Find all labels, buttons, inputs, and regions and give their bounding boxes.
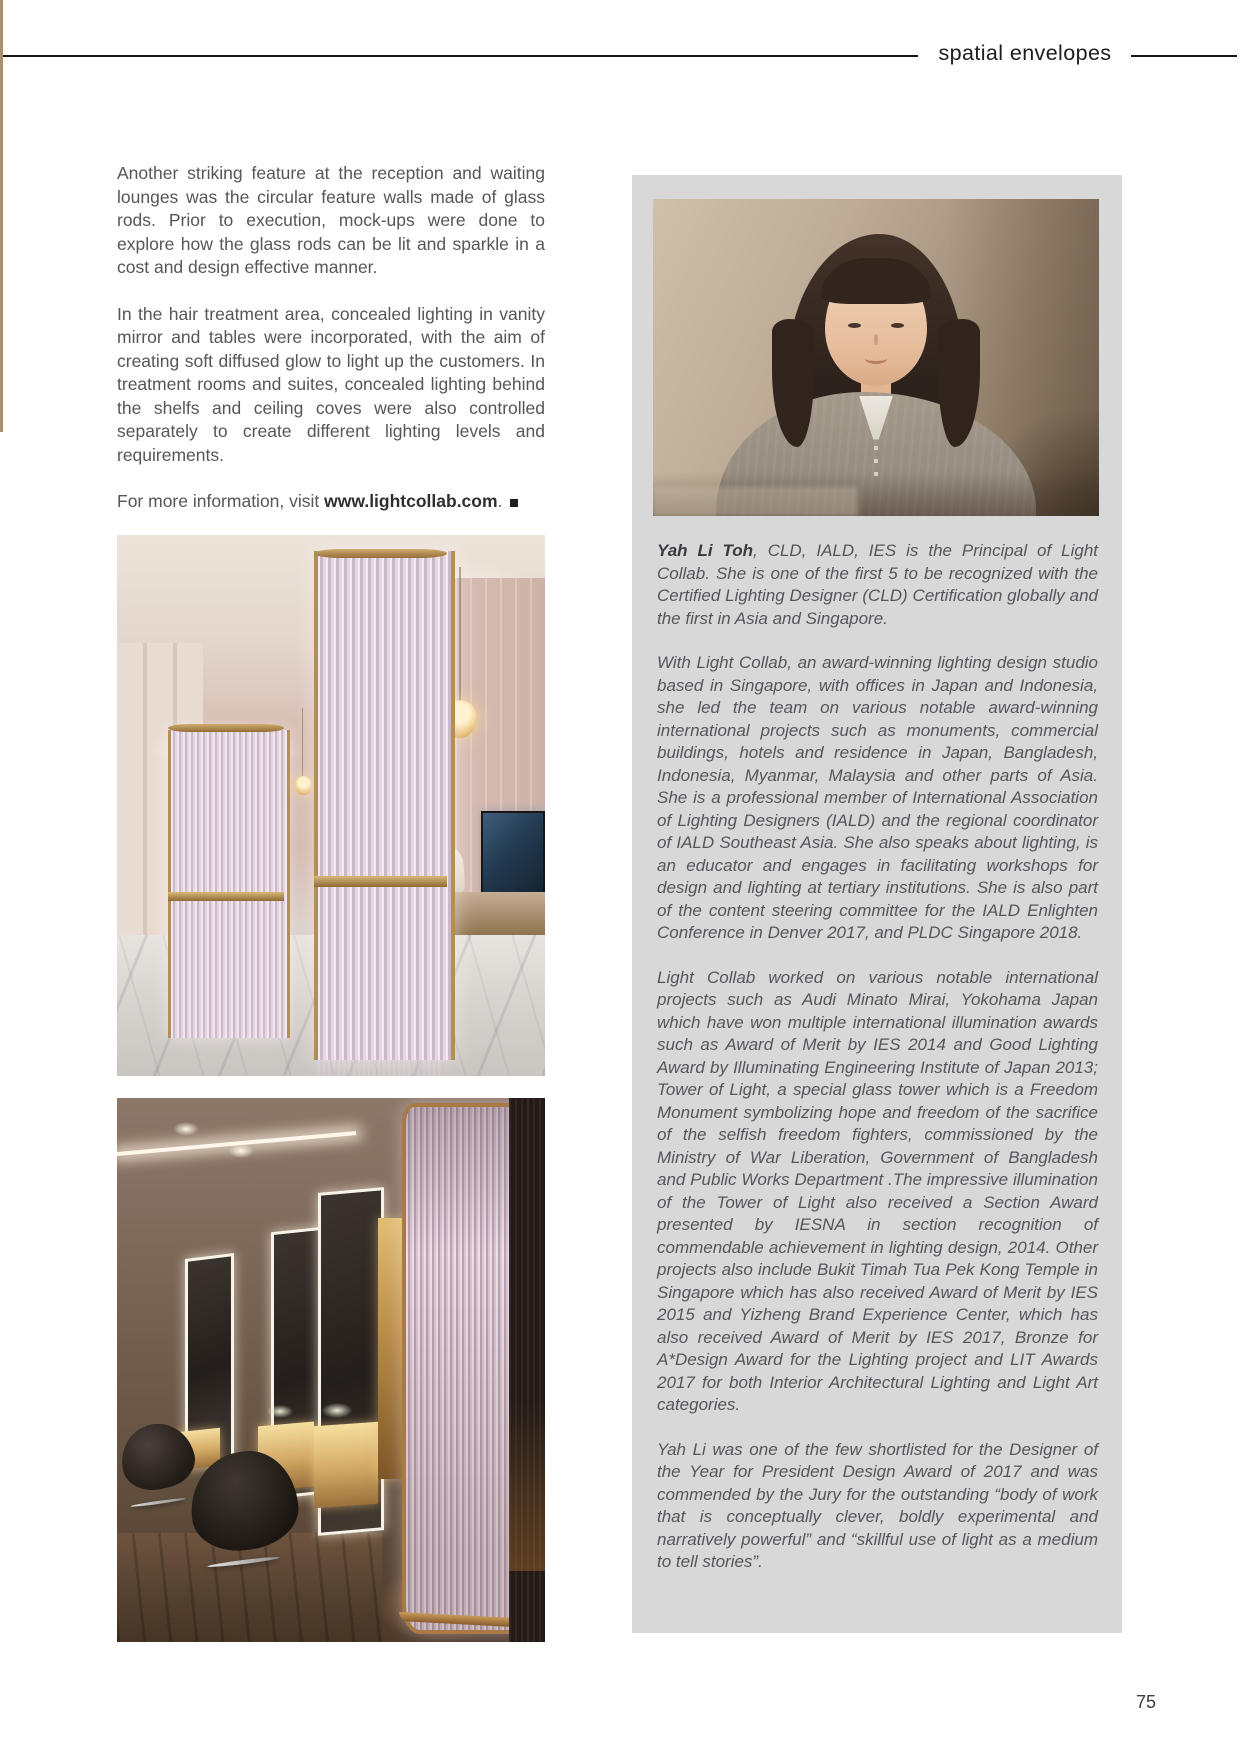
reception-photo <box>117 535 545 1076</box>
bio-text <box>657 540 1098 1596</box>
info-line-prefix: For more information, visit <box>117 491 325 511</box>
brass-band <box>314 876 447 887</box>
onyx-column <box>378 1218 404 1479</box>
smile <box>865 353 887 364</box>
cabinet-glow <box>509 1397 545 1571</box>
header-rule-right <box>1131 55 1237 57</box>
pendant-cord <box>302 708 303 778</box>
bio-paragraph <box>657 540 1098 630</box>
bio-paragraph: Yah Li was one of the few shortlisted for the Designer of the Year for President Design Award of 2017 and was commended by the Jury for the outstanding “body of work that is conceptually clever, boldly experimental and narratively powerful” and “skillful use of light as a medium to tell stories”. <box>657 1439 1098 1571</box>
flower-vase <box>322 1403 352 1418</box>
end-square-mark <box>510 499 518 507</box>
lightcollab-link[interactable]: www.lightcollab.com <box>324 491 498 511</box>
gold-counter <box>451 892 545 935</box>
glass-rod-partition <box>402 1103 523 1633</box>
article-text-column <box>117 162 545 537</box>
pendant-lamp <box>295 776 312 795</box>
eye <box>848 323 861 328</box>
body-paragraph: Another striking feature at the reception and waiting lounges was the circular feature walls made of glass rods. Prior to execution, mock-ups were done to explore how the glass rods can be lit and sparkle in a cost and design effective manner. <box>117 163 545 277</box>
page-number: 75 <box>1136 1692 1157 1712</box>
bio-paragraph: Light Collab worked on various notable international projects such as Audi Minato Mirai, Yokohama Japan which have won multiple international illumination awards such as Award of Merit by IES 2014 and Good Lighting Award by Illuminating Engineering Institute of Japan 2013; Tower of Light, a special glass tower which is a Freedom Monument symbolizing hope and freedom of the sacrifice of the selfish freedom fighters, commissioned by the Ministry of War Liberation, Government of Bangladesh and Public Works Department .The impressive illumination of the Tower of Light also received a Section Award presented by IESNA in section recognition of commendable achievement in lighting design, 2014. Other projects also include Bukit Timah Tua Pek Kong Temple in Singapore which has also received Award of Merit by IES 2015 and Yizheng Brand Experience Center, which has also received Award of Merit by IES 2017, Bronze for A*Design Award for the Lighting project and LIT Awards 2017 for both Interior Architectural Lighting and Light Art categories. <box>657 967 1098 1414</box>
page-header-title: spatial envelopes <box>938 41 1112 65</box>
chair-chrome-base <box>130 1497 186 1508</box>
nose <box>874 334 878 345</box>
ceiling-spotlight <box>173 1122 199 1136</box>
glass-rod-column-large <box>314 551 455 1060</box>
brass-cap <box>168 724 284 732</box>
eye <box>891 323 904 328</box>
salon-photo <box>117 1098 545 1642</box>
flower-vase <box>267 1405 293 1418</box>
table-highlight <box>653 487 858 516</box>
info-line <box>117 490 545 514</box>
brass-cap <box>314 549 447 558</box>
bio-lead-name: Yah Li Toh <box>657 541 754 560</box>
bio-lead-rest: , CLD, IALD, IES is the Principal of Light Collab. She is one of the first 5 to be recognized with the Certified Lighting Designer (CLD) Certification globally and the first in Asia and Singapore. <box>657 541 1098 628</box>
brass-band <box>168 892 284 901</box>
info-line-suffix: . <box>497 491 503 511</box>
bio-paragraph: With Light Collab, an award-winning lighting design studio based in Singapore, with offices in Japan and Indonesia, she led the team on various notable award-winning international projects such as monuments, commercial buildings, hotels and residence in Japan, Bangladesh, Indonesia, Myanmar, Malaysia and other parts of Asia. She is a professional member of International Association of Lighting Designers (IALD) and the regional coordinator of IALD Southeast Asia. She also speaks about lighting, is an educator and engages in facilitating workshops for design and lighting at tertiary institutions. She is also part of the content steering committee for the IALD Enlighten Conference in Denver 2017, and PLDC Singapore 2018. <box>657 653 1098 942</box>
portrait-photo <box>653 199 1099 516</box>
left-accent-line <box>0 0 3 432</box>
ceiling-spotlight <box>228 1144 254 1158</box>
pendant-cord <box>459 567 461 702</box>
backlit-counter <box>314 1422 378 1508</box>
header-rule-left <box>0 55 918 57</box>
body-paragraph: In the hair treatment area, concealed lighting in vanity mirror and tables were incorporated, with the aim of creating soft diffused glow to light up the customers. In treatment rooms and suites, concealed lighting behind the shelfs and ceiling coves were also controlled separately to create different lighting levels and requirements. <box>117 303 545 465</box>
glass-rod-column-small <box>168 730 290 1038</box>
profile-panel <box>632 175 1122 1633</box>
